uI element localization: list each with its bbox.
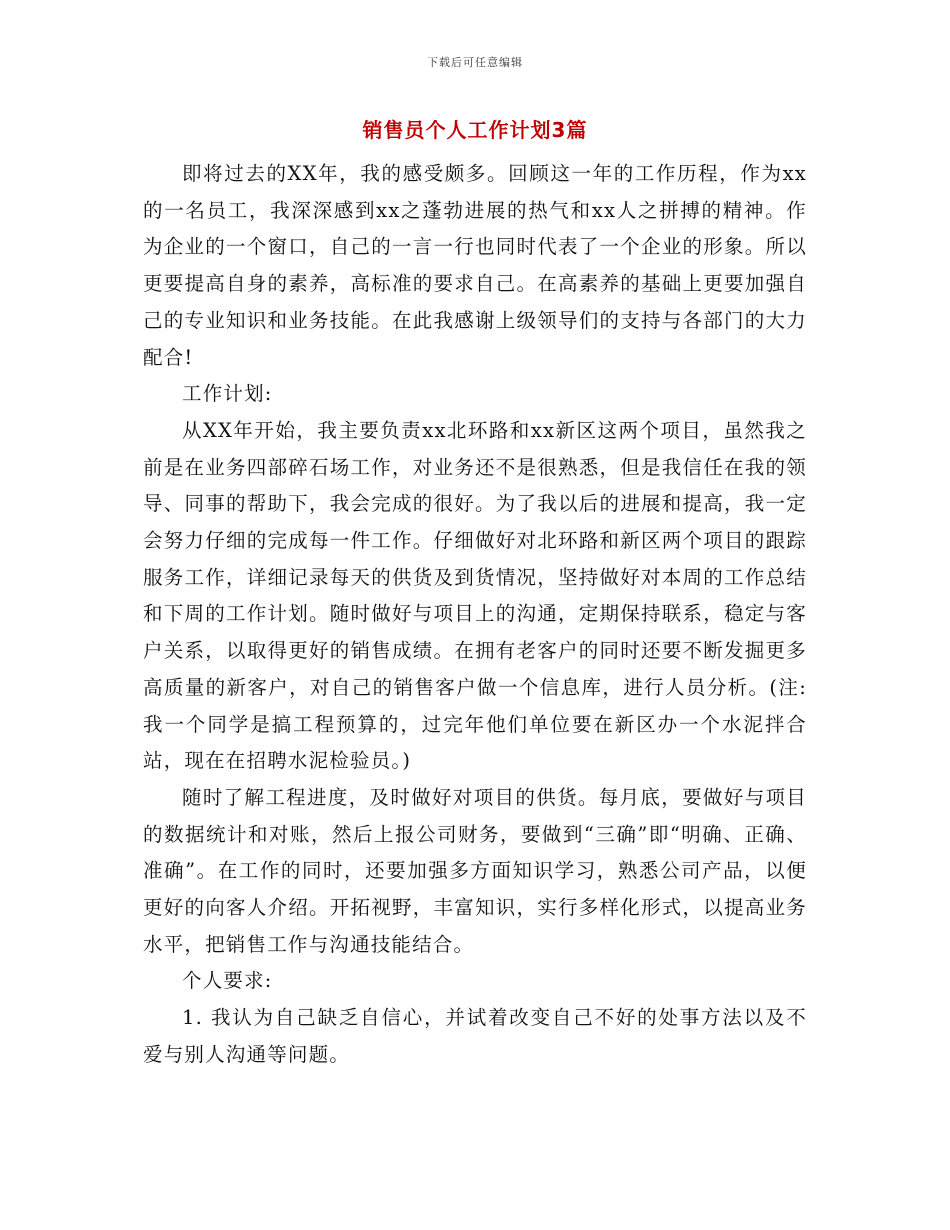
document-title: 销售员个人工作计划3篇: [362, 118, 588, 142]
paragraph-progress: 随时了解工程进度，及时做好对项目的供货。每月底，要做好与项目的数据统计和对账，然后上报公司财务，要做到“三确”即“明确、正确、准确”。在工作的同时，还要加强多方面知识学习，熟悉公司产品，以便更好的向客人介绍。开拓视野，丰富知识，实行多样化形式，以提高业务水平，把销售工作与沟通技能结合。: [143, 785, 807, 956]
paragraph-work-plan: 从XX年开始，我主要负责xx北环路和xx新区这两个项目，虽然我之前是在业务四部碎石场工作，对业务还不是很熟悉，但是我信任在我的领导、同事的帮助下，我会完成的很好。为了我以后的进展和提高，我一定会努力仔细的完成每一件工作。仔细做好对北环路和新区两个项目的跟踪服务工作，详细记录每天的供货及到货情况，坚持做好对本周的工作总结和下周的工作计划。随时做好与项目上的沟通，定期保持联系，稳定与客户关系，以取得更好的销售成绩。在拥有老客户的同时还要不断发掘更多高质量的新客户，对自己的销售客户做一个信息库，进行人员分析。(注:我一个同学是搞工程预算的，过完年他们单位要在新区办一个水泥拌合站，现在在招聘水泥检验员。): [143, 418, 807, 773]
document-body: [143, 156, 807, 1074]
header-note: 下载后可任意编辑: [427, 56, 523, 69]
paragraph-personal-requirements-heading: 个人要求:: [182, 969, 273, 993]
paragraph-requirement-1: 1. 我认为自己缺乏自信心，并试着改变自己不好的处事方法以及不爱与别人沟通等问题。: [143, 1006, 807, 1066]
paragraph-work-plan-heading: 工作计划:: [182, 382, 273, 406]
paragraph-intro: 即将过去的XX年，我的感受颇多。回顾这一年的工作历程，作为xx的一名员工，我深深感到xx之蓬勃进展的热气和xx人之拼搏的精神。作为企业的一个窗口，自己的一言一行也同时代表了一个企业的形象。所以更要提高自身的素养，高标准的要求自己。在高素养的基础上更要加强自己的专业知识和业务技能。在此我感谢上级领导们的支持与各部门的大力配合!: [143, 162, 807, 369]
